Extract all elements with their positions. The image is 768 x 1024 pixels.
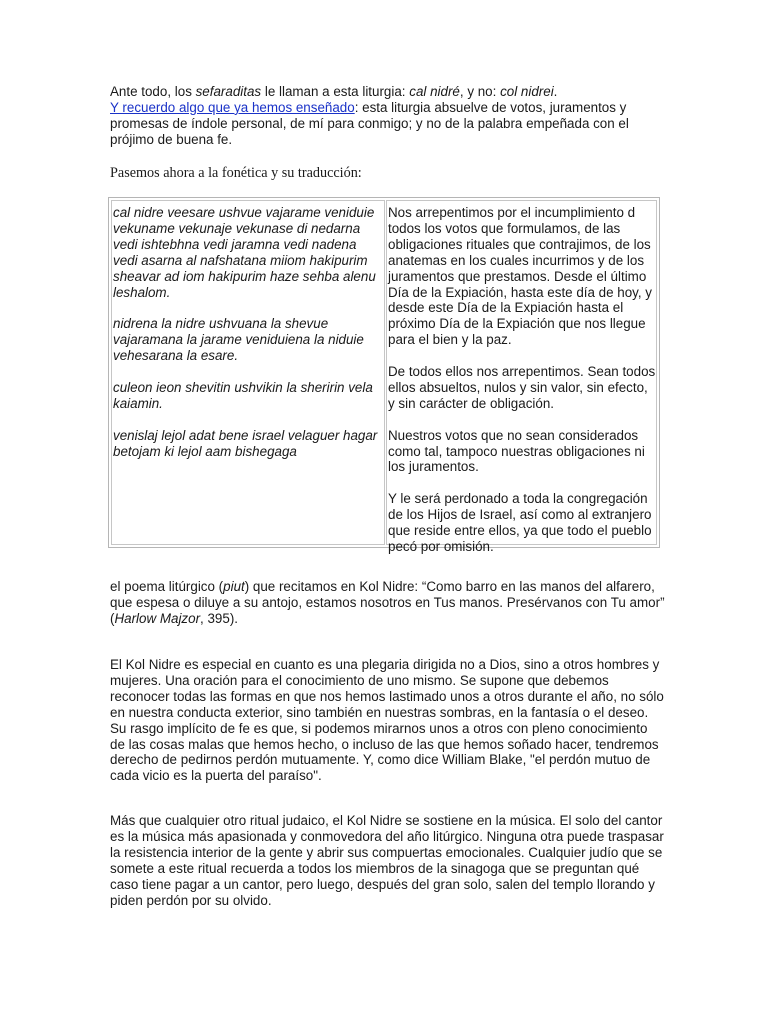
intro-term-sefaraditas: sefaraditas — [195, 84, 262, 99]
poem-text-1: el poema litúrgico ( — [110, 579, 224, 594]
phonetic-cell — [111, 200, 385, 545]
translation-table — [108, 197, 660, 554]
intro-term-cal-nidre: cal nidré — [409, 84, 460, 99]
translation-table-row — [111, 200, 657, 554]
poem-text-3: , 395). — [200, 610, 239, 626]
translation-stanza: De todos ellos nos arrepentimos. Sean todos ellos absueltos, nulos y sin valor, sin efecto, y sin carácter de obligación. — [388, 364, 656, 411]
poem-paragraph — [110, 579, 665, 627]
intro-paragraph — [110, 84, 665, 148]
music-paragraph: Más que cualquier otro ritual judaico, el Kol Nidre se sostiene en la música. El solo del cantor es la música más apasionada y conmovedora del año litúrgico. Ninguna otra puede traspasar la resistencia interior de la gente y abrir sus compuertas emocionales. Cualquier judío que se somete a este ritual recuerda a todos los miembros de la sinagoga que se preguntan qué caso tiene pagar a un cantor, pero luego, después del gran solo, salen del templo llorando y piden perdón por su olvido. — [110, 813, 664, 908]
intro-text-3: , y no: — [459, 84, 501, 99]
intro-text-2: le llaman a esta liturgia: — [261, 84, 410, 99]
phonetic-stanza: nidrena la nidre ushvuana la shevue vajaramana la jarame veniduiena la niduie vehesarana la esare. — [113, 316, 364, 364]
phonetic-stanza: culeon ieon shevitin ushvikin la sheririn vela kaiamin. — [113, 379, 373, 411]
recuerdo-link[interactable]: Y recuerdo algo que ya hemos enseñado — [110, 99, 355, 115]
poem-term-piut: piut — [223, 579, 245, 594]
intro-text-1: Ante todo, los — [110, 84, 196, 99]
poem-author: Harlow Majzor — [114, 610, 201, 626]
intro-text-5: : esta liturgia absuelve de votos, juramentos y promesas de índole personal, de mí para conmigo; y no de la palabra empeñada con el prójimo de buena fe. — [110, 99, 629, 147]
special-paragraph: El Kol Nidre es especial en cuanto es una plegaria dirigida no a Dios, sino a otros hombres y mujeres. Una oración para el conocimiento de uno mismo. Se supone que debemos reconocer todas las formas en que nos hemos lastimado unos a otros durante el año, no sólo en nuestra conducta exterior, sino también en nuestras sombras, en la fantasía o el deseo. Su rasgo implícito de fe es que, si podemos mirarnos unos a otros con pleno conocimiento de las cosas malas que hemos hecho, o incluso de las que hemos soñado hacer, tendremos derecho de pedirnos perdón mutuamente. Y, como dice William Blake, "el perdón mutuo de cada vicio es la puerta del paraíso". — [110, 657, 664, 784]
phonetics-heading: Pasemos ahora a la fonética y su traducción: — [110, 165, 362, 181]
translation-stanza: Y le será perdonado a toda la congregación de los Hijos de Israel, así como al extranjero que reside entre ellos, ya que todo el pueblo pecó por omisión. — [388, 491, 652, 554]
phonetic-stanza: venislaj lejol adat bene israel velaguer hagar betojam ki lejol aam bishegaga — [113, 427, 378, 459]
translation-stanza: Nos arrepentimos por el incumplimiento d todos los votos que formulamos, de las obligaciones rituales que contrajimos, de los anatemas en los cuales incurrimos y de los juramentos que prestamos. Desde el último Día de la Expiación, hasta este día de hoy, y desde este Día de la Expiación hasta el próximo Día de la Expiación que nos llegue para el bien y la paz. — [388, 205, 653, 348]
poem-text-2: ) que recitamos en Kol Nidre: “Como barro en las manos del alfarero, que espesa o diluye a su antojo, estamos nosotros en Tus manos. Presérvanos con Tu amor” ( — [110, 579, 665, 626]
phonetic-stanza: cal nidre veesare ushvue vajarame veniduie vekuname vekunaje vekunase di nedarna vedi ishtebhna vedi jaramna vedi nadena vedi asarna al nafshatana miiom hakipurim sheavar ad iom hakipurim haze sehba alenu leshalom. — [113, 205, 376, 300]
intro-term-col-nidrei: col nidrei — [500, 84, 554, 99]
intro-text-4: . — [553, 84, 558, 99]
translation-stanza: Nuestros votos que no sean considerados como tal, tampoco nuestras obligaciones ni los juramentos. — [388, 427, 645, 475]
translation-cell — [386, 200, 657, 554]
